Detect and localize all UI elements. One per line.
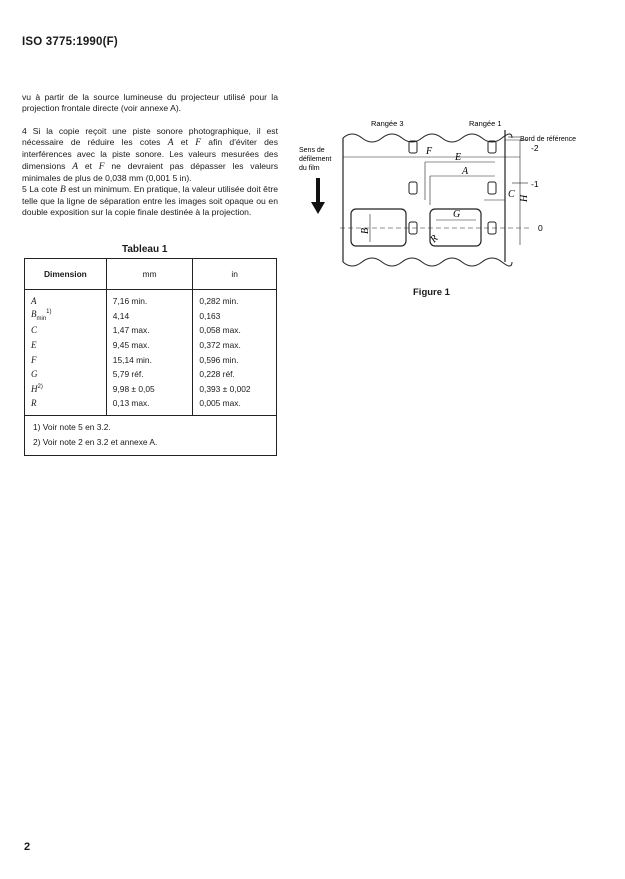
p4-text-d: et — [78, 160, 99, 171]
label-c: C — [508, 189, 515, 200]
symbol-b-note: 1) — [46, 309, 52, 316]
scale-minus-2: -2 — [531, 143, 539, 153]
label-f: F — [426, 146, 433, 157]
cell-in: 0,228 réf. — [193, 367, 277, 382]
cell-in: 0,282 min. — [193, 290, 277, 309]
header-mm: mm — [106, 259, 193, 290]
p4-text-c: afin d'éviter des interférences avec la piste sonore. Les valeurs mesurées des dimensions — [22, 137, 278, 171]
perforation — [488, 182, 496, 194]
table-note-1: 1) Voir note 5 en 3.2. — [33, 421, 111, 432]
perforation — [409, 141, 417, 153]
cell-symbol: A — [25, 290, 107, 309]
cell-in: 0,596 min. — [193, 352, 277, 367]
scale-zero: 0 — [538, 223, 543, 233]
label-row-1: Rangée 1 — [469, 119, 502, 128]
table-title: Tableau 1 — [122, 244, 168, 255]
label-e: E — [455, 152, 462, 163]
symbol-b: B — [31, 309, 37, 320]
perforation — [488, 141, 496, 153]
cell-in: 0,005 max. — [193, 396, 277, 415]
label-g: G — [453, 209, 461, 220]
direction-arrow-icon — [311, 202, 325, 214]
paragraph-continuation: vu à partir de la source lumineuse du projecteur utilisé pour la projection frontale directe (voir annexe A). — [22, 92, 278, 114]
header-in: in — [193, 259, 277, 290]
cell-in: 0,058 max. — [193, 323, 277, 338]
cell-mm: 5,79 réf. — [106, 367, 193, 382]
symbol-h: H — [31, 383, 38, 394]
frame-row-3 — [351, 209, 406, 246]
scale-minus-1: -1 — [531, 179, 539, 189]
label-reference-edge: Bord de référence — [520, 136, 577, 143]
cell-in: 0,393 ± 0,002 — [193, 382, 277, 397]
p4-text-e: ne devraient pas dépasser les valeurs minimales de plus de 0,038 mm (0,001 5 in). — [22, 160, 278, 183]
film-bottom-wavy-edge — [343, 258, 512, 266]
cell-in: 0,372 max. — [193, 338, 277, 353]
cell-symbol: C — [25, 323, 107, 338]
cell-mm: 9,45 max. — [106, 338, 193, 353]
cell-symbol: R — [25, 396, 107, 415]
label-direction-line-1: Sens de — [299, 147, 325, 154]
cell-mm: 0,13 max. — [106, 396, 193, 415]
label-row-3: Rangée 3 — [371, 119, 404, 128]
label-direction-line-2: défilement — [299, 156, 332, 163]
table-note-2: 2) Voir note 2 en 3.2 et annexe A. — [33, 436, 158, 447]
perforation — [409, 182, 417, 194]
p4-symbol-f: F — [195, 138, 202, 149]
cell-mm: 9,98 ± 0,05 — [106, 382, 193, 397]
p4-symbol-f2: F — [98, 161, 105, 172]
symbol-b-subscript: min — [36, 316, 47, 323]
cell-symbol: E — [25, 338, 107, 353]
label-h: H — [519, 194, 530, 202]
label-a: A — [462, 166, 469, 177]
p5-text-b: est un minimum. En pratique, la valeur utilisée doit être telle que la ligne de séparation entre les images soit opaque ou en double exposition sur la copie finale destinée à la projection. — [22, 184, 278, 218]
film-top-wavy-edge — [343, 134, 512, 142]
p5-text-a: 5 La cote — [22, 184, 60, 194]
figure-caption: Figure 1 — [413, 287, 450, 298]
label-b: B — [360, 227, 371, 234]
header-dimension: Dimension — [25, 259, 107, 290]
p4-symbol-a: A — [167, 138, 174, 149]
cell-symbol: G — [25, 367, 107, 382]
p4-text-a: 4 Si la copie reçoit une piste sonore photographique, il est nécessaire de réduire les cotes — [22, 126, 278, 148]
label-r: R — [428, 233, 441, 246]
document-id: ISO 3775:1990(F) — [22, 36, 118, 48]
p5-symbol-b: B — [59, 185, 66, 195]
label-direction-line-3: du film — [299, 165, 320, 172]
p4-text-b: et — [173, 137, 196, 148]
p4-symbol-a2: A — [72, 161, 79, 172]
cell-mm: 4,14 — [106, 309, 193, 324]
page-number: 2 — [24, 841, 31, 853]
cell-mm: 15,14 min. — [106, 352, 193, 367]
cell-symbol: F — [25, 352, 107, 367]
symbol-h-note: 2) — [37, 383, 43, 390]
cell-mm: 7,16 min. — [106, 290, 193, 309]
cell-mm: 1,47 max. — [106, 323, 193, 338]
cell-in: 0,163 — [193, 309, 277, 324]
